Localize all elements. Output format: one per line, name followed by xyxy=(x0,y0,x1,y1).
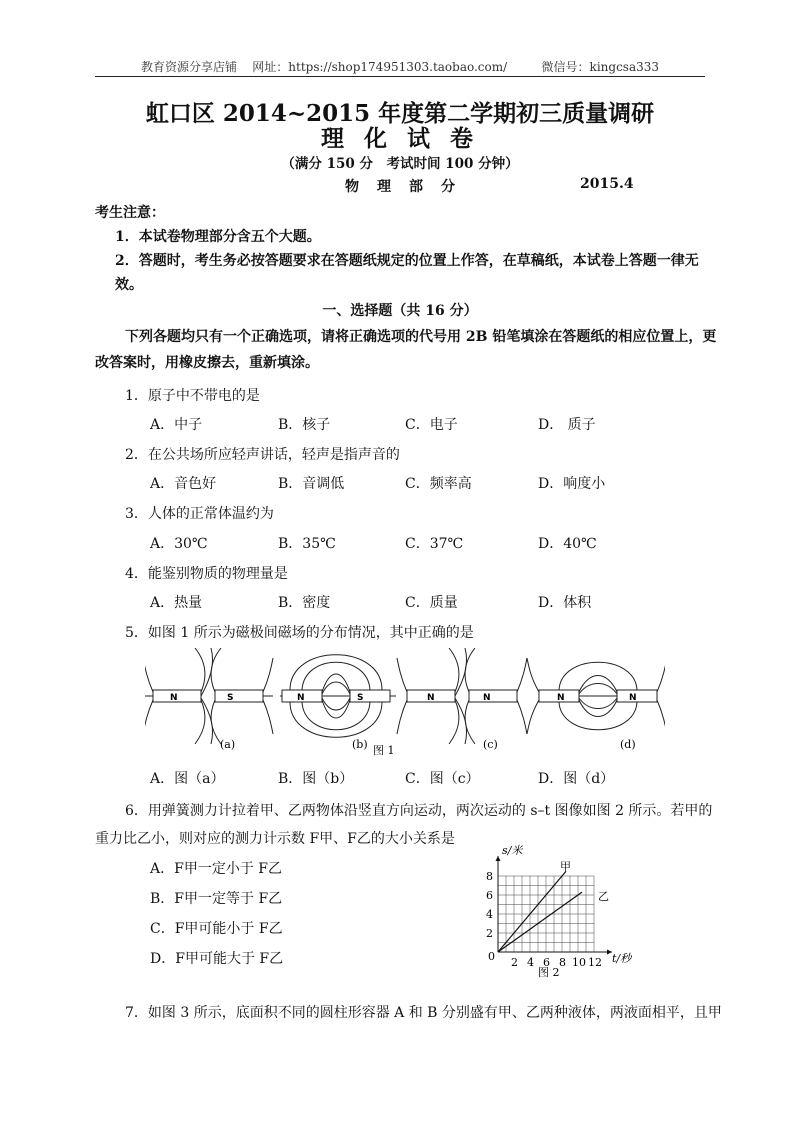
question-3-stem: 3．人体的正常体温约为 xyxy=(125,506,274,522)
question-6-stem-cont: 重力比乙小，则对应的测力计示数 F甲、F乙的大小关系是 xyxy=(95,831,455,847)
q5-option-d[interactable]: D．图（d） xyxy=(538,771,615,787)
figure-1-label-d: (d) xyxy=(620,738,636,751)
pole-n-d2: N xyxy=(629,693,637,703)
q5-option-c[interactable]: C．图（c） xyxy=(405,771,480,787)
q2-option-a[interactable]: A．音色好 xyxy=(150,476,217,492)
q1-option-c[interactable]: C．电子 xyxy=(405,417,458,433)
field-diagram-a xyxy=(145,648,273,744)
field-diagram-d xyxy=(527,658,665,734)
shop-name: 教育资源分享店铺 xyxy=(140,60,237,74)
question-6-stem: 6．用弹簧测力计拉着甲、乙两物体沿竖直方向运动，两次运动的 s–t 图像如图 2 所示。若甲的 xyxy=(125,803,713,819)
pole-n-b: N xyxy=(297,693,305,703)
q4-option-c[interactable]: C．质量 xyxy=(405,595,458,611)
q4-option-a[interactable]: A．热量 xyxy=(150,595,203,611)
q1-option-d[interactable]: D． 质子 xyxy=(538,417,596,433)
pole-n-a: N xyxy=(170,693,178,703)
notice-item: 1．本试卷物理部分含五个大题。 xyxy=(115,229,321,245)
page-subtitle: 理 化 试 卷 xyxy=(320,125,480,152)
q3-option-b[interactable]: B．35℃ xyxy=(278,536,336,552)
y-axis-label: s/米 xyxy=(502,844,523,857)
pole-s-a: S xyxy=(227,693,234,703)
q5-option-a[interactable]: A．图（a） xyxy=(150,771,225,787)
y-tick-label: 2 xyxy=(486,927,493,940)
part1-heading: 一、选择题（共 16 分） xyxy=(322,303,478,319)
figure-1 xyxy=(145,648,665,760)
question-7-stem: 7．如图 3 所示，底面积不同的圆柱形容器 A 和 B 分别盛有甲、乙两种液体，两液面相平，且甲 xyxy=(125,1005,722,1021)
q2-option-b[interactable]: B．音调低 xyxy=(278,476,345,492)
question-4-stem: 4．能鉴别物质的物理量是 xyxy=(125,566,288,582)
q1-option-b[interactable]: B．核子 xyxy=(278,417,331,433)
y-axis-arrow xyxy=(496,856,501,861)
q2-option-c[interactable]: C．频率高 xyxy=(405,476,472,492)
figure-1-label-c: (c) xyxy=(483,738,498,751)
pole-n-d: N xyxy=(557,693,565,703)
part1-instruction: 改答案时，用橡皮擦去，重新填涂。 xyxy=(95,355,319,371)
question-1-stem: 1．原子中不带电的是 xyxy=(125,388,260,404)
chart-series xyxy=(498,871,582,952)
figure-1-svg xyxy=(145,648,665,760)
y-tick-label: 4 xyxy=(486,908,493,921)
question-2-stem: 2．在公共场所应轻声讲话，轻声是指声音的 xyxy=(125,447,400,463)
x-tick-label: 2 xyxy=(511,956,518,969)
question-5-stem: 5．如图 1 所示为磁极间磁场的分布情况，其中正确的是 xyxy=(125,625,474,641)
y-tick-label: 6 xyxy=(486,889,493,902)
x-tick-label: 12 xyxy=(588,956,602,969)
header-divider xyxy=(95,76,705,77)
series-label-jia: 甲 xyxy=(560,860,571,873)
q1-option-a[interactable]: A．中子 xyxy=(150,417,203,433)
q3-option-d[interactable]: D．40℃ xyxy=(538,536,597,552)
series-line-jia xyxy=(498,871,566,952)
url-label: 网址： xyxy=(252,60,289,74)
q3-option-a[interactable]: A．30℃ xyxy=(150,536,208,552)
field-diagram-c xyxy=(397,648,527,744)
page-title: 虹口区 2014~2015 年度第二学期初三质量调研 xyxy=(145,100,655,127)
origin-label: 0 xyxy=(488,950,495,963)
figure-2 xyxy=(476,842,636,982)
figure-1-label-a: (a) xyxy=(220,738,236,751)
figure-1-label-b: (b) xyxy=(352,738,368,751)
exam-date: 2015.4 xyxy=(580,176,634,192)
chart-grid xyxy=(498,876,594,952)
section-name: 物 理 部 分 xyxy=(345,179,457,195)
wechat-label: 微信号： xyxy=(541,60,590,74)
x-tick-label: 10 xyxy=(572,956,586,969)
x-tick-label: 6 xyxy=(543,956,550,969)
shop-url[interactable]: https://shop174951303.taobao.com/ xyxy=(288,60,508,74)
x-tick-label: 8 xyxy=(559,956,566,969)
notice-item: 2．答题时，考生务必按答题要求在答题纸规定的位置上作答，在草稿纸，本试卷上答题一律无 xyxy=(115,253,699,269)
q6-option-b[interactable]: B．F甲一定等于 F乙 xyxy=(150,891,283,907)
q5-option-b[interactable]: B．图（b） xyxy=(278,771,354,787)
page-header xyxy=(0,58,800,75)
wechat-id: kingcsa333 xyxy=(589,60,660,74)
q6-option-d[interactable]: D．F甲可能大于 F乙 xyxy=(150,951,284,967)
notice-item: 效。 xyxy=(115,277,143,293)
score-info: （满分 150 分 考试时间 100 分钟） xyxy=(281,156,519,172)
figure-2-caption: 图 2 xyxy=(538,966,560,979)
pole-n-c: N xyxy=(427,693,435,703)
q4-option-d[interactable]: D．体积 xyxy=(538,595,592,611)
q2-option-d[interactable]: D．响度小 xyxy=(538,476,606,492)
series-label-yi: 乙 xyxy=(598,890,609,903)
pole-s-c: N xyxy=(483,693,491,703)
figure-1-caption: 图 1 xyxy=(373,744,395,757)
part1-instruction: 下列各题均只有一个正确选项，请将正确选项的代号用 2B 铅笔填涂在答题纸的相应位置上，更 xyxy=(125,329,717,345)
pole-s-b: S xyxy=(357,693,364,703)
y-tick-label: 8 xyxy=(486,870,493,883)
x-tick-label: 4 xyxy=(527,956,534,969)
x-axis-label: t/秒 xyxy=(612,952,632,965)
notice-heading: 考生注意： xyxy=(95,205,165,221)
q3-option-c[interactable]: C．37℃ xyxy=(405,536,464,552)
q6-option-a[interactable]: A．F甲一定小于 F乙 xyxy=(150,861,282,877)
q6-option-c[interactable]: C．F甲可能小于 F乙 xyxy=(150,921,283,937)
q4-option-b[interactable]: B．密度 xyxy=(278,595,331,611)
series-line-yi xyxy=(498,892,582,952)
figure-2-chart xyxy=(476,842,636,982)
